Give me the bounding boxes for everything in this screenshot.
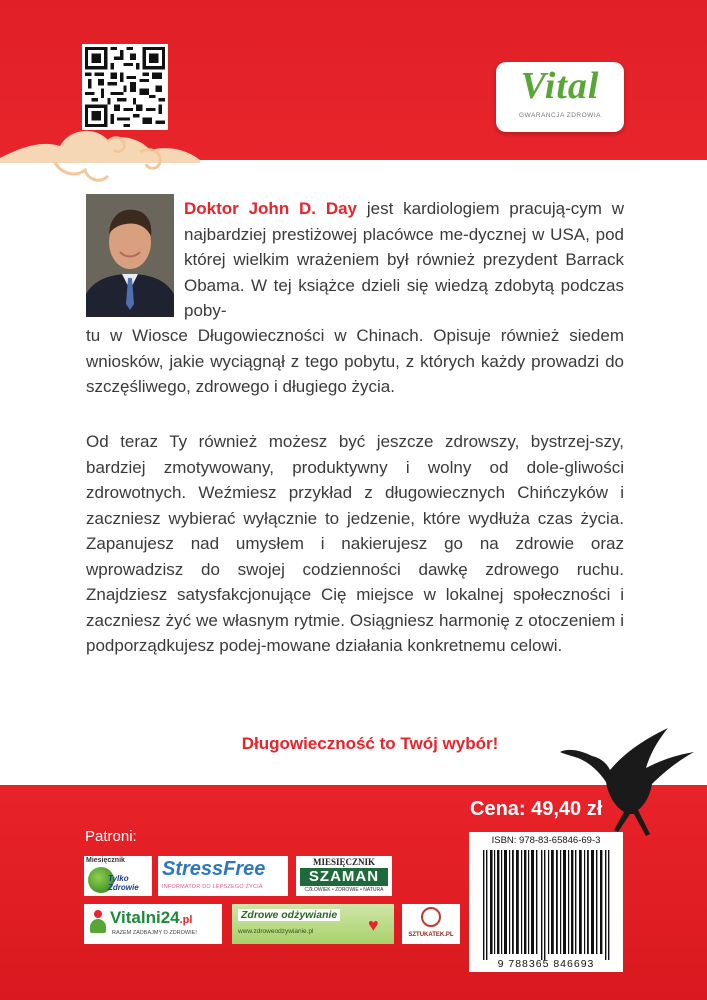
cloud-ornament-icon: [0, 118, 200, 198]
isbn-barcode: [469, 832, 623, 972]
publisher-logo: [496, 62, 624, 132]
patron-2-sub: INFORMATOR DO LEPSZEGO ŻYCIA: [162, 884, 263, 890]
patrons-label: Patroni:: [85, 828, 137, 845]
description-paragraph-1-continued: tu w Wiosce Długowieczności w Chinach. Opisuje również siedem wniosków, jakie wyciągnął z tego pobytu, z których każdy prowadzi do szczęśliwego, zdrowego i długiego życia.: [86, 326, 624, 396]
description-paragraph-1: [184, 196, 624, 324]
patron-logo-tylko-zdrowie: [84, 856, 152, 896]
barcode-bars: [469, 832, 623, 972]
publisher-logo-tagline: GWARANCJA ZDROWIA: [519, 112, 601, 119]
patron-3-sub: SZAMAN: [300, 868, 388, 886]
patron-logo-zdrowe-odzywianie: [232, 904, 394, 944]
patron-logo-stressfree: [158, 856, 288, 896]
isbn-text: ISBN: 978-83-65846-69-3: [491, 835, 601, 846]
author-photo: [86, 194, 174, 317]
patron-5-sub: www.zdroweodzywianie.pl: [238, 928, 314, 935]
price-label: Cena: 49,40 zł: [470, 798, 603, 820]
person-icon: [90, 910, 106, 934]
description-paragraph-2: Od teraz Ty również możesz być jeszcze zdrowszy, bystrzej-szy, bardziej zmotywowany, produktywny i wolny od dole-gliwości zdrowotnych. Weźmiesz przykład z długowiecznych Chińczyków i zaczniesz wybierać wyłącznie to jedzenie, które wydłuża czas życia. Zapanujesz nad umysłem i nakierujesz go na zdrowie oraz wprowadzisz do swojej codzienności dawkę zdrowego ruchu. Znajdziesz satysfakcjonujące Cię miejsce w lokalnej społeczności i zaczniesz żyć we własnym rytmie. Osiągniesz harmonię z otoczeniem i podporządkujesz podej-mowane działania konkretnemu celowi.: [86, 432, 624, 655]
barcode-number: 9 788365 846693: [497, 958, 595, 970]
publisher-logo-text: Vital: [520, 65, 600, 107]
patron-1-name: Miesięcznik: [86, 857, 125, 864]
patron-5-name: Zdrowe odżywianie: [238, 909, 340, 921]
patron-4-suffix: .pl: [179, 914, 193, 926]
patron-3-sub2: CZŁOWIEK • ZDROWIE • NATURA: [304, 887, 384, 893]
gift-icon: [421, 907, 441, 927]
patron-4-sub: RAZEM ZADBAJMY O ZDROWIE!: [112, 930, 197, 936]
patron-logo-sztukatek: [402, 904, 460, 944]
patron-logo-szaman: [296, 856, 392, 896]
heart-icon: ♥: [368, 915, 379, 935]
crane-bird-icon: [558, 722, 698, 842]
paragraph-1-text: jest kardiologiem pracują-cym w najbardziej prestiżowej placówce me-dycznej w USA, pod której wielkim wrażeniem był również prezydent Barrack Obama. W tej książce dzieli się wiedzą zdobytą podczas poby-: [184, 199, 624, 320]
patron-6-name: SZTUKATEK.PL: [408, 932, 454, 938]
slogan: Długowieczność to Twój wybór!: [241, 734, 499, 753]
patron-3-name: MIESIĘCZNIK: [312, 857, 375, 867]
patron-1-sub: Tylko Zdrowie: [108, 874, 139, 892]
patron-logo-vitalni24: [84, 904, 222, 944]
patron-2-name: StressFree: [162, 858, 266, 880]
author-name: Doktor John D. Day: [184, 199, 358, 218]
patron-4-name: Vitalni24: [110, 908, 180, 927]
